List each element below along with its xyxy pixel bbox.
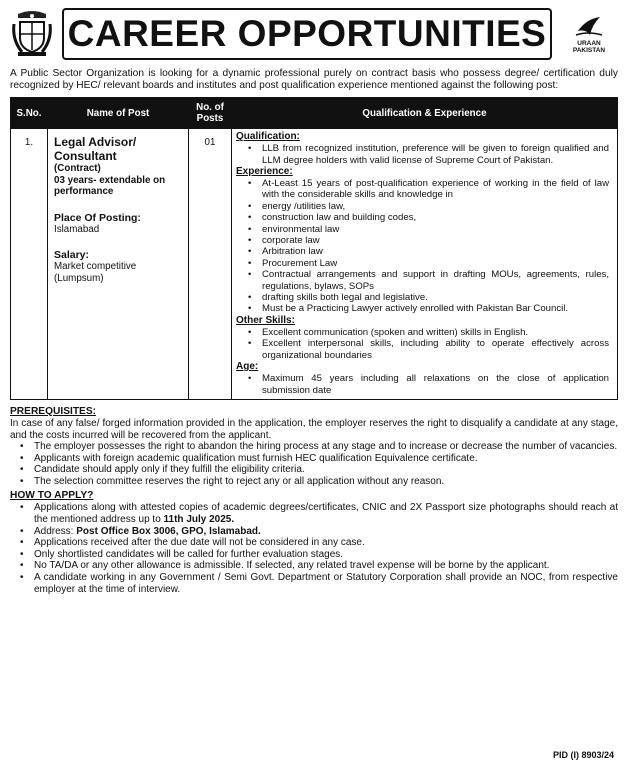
table-header-row — [11, 98, 618, 129]
age-list — [236, 373, 609, 396]
list-item: • energy /utilities law, — [262, 201, 609, 212]
list-item: • Applicants with foreign academic qualification must furnish HEC qualification Equivalence certificate. — [34, 453, 618, 465]
list-item: • Procurement Law — [262, 258, 609, 269]
prerequisites-heading: PREREQUISITES: — [10, 405, 97, 417]
address-label: Address: — [34, 525, 77, 537]
how-to-apply-heading: HOW TO APPLY? — [10, 490, 94, 502]
column-header-no-of-posts: No. of Posts — [189, 98, 232, 129]
list-item: • No TA/DA or any other allowance is admissible. If selected, any related travel expense will be borne by the applicant. — [34, 560, 618, 572]
posting-label: Place Of Posting: — [54, 211, 141, 224]
list-item: • Excellent communication (spoken and written) skills in English. — [262, 327, 609, 338]
list-item: • corporate law — [262, 235, 609, 246]
state-emblem-icon — [10, 10, 54, 58]
experience-list — [236, 178, 609, 315]
age-heading: Age: — [236, 361, 259, 373]
list-item: • Excellent interpersonal skills, including ability to operate effectively across organizational boundaries — [262, 338, 609, 361]
experience-heading: Experience: — [236, 166, 293, 177]
post-duration: 03 years- extendable on performance — [54, 174, 166, 198]
list-item: • environmental law — [262, 224, 609, 235]
list-item — [34, 526, 618, 538]
list-item: • drafting skills both legal and legislative. — [262, 292, 609, 303]
list-item: • Applications received after the due date will not be considered in any case. — [34, 537, 618, 549]
list-item: • Contractual arrangements and support in drafting MOUs, agreements, rules, regulations, bylaws, SOPs — [262, 269, 609, 292]
list-item: • At-Least 15 years of post-qualification experience of working in the field of law with the considerable skills and knowledge in — [262, 178, 609, 201]
list-item: • Maximum 45 years including all relaxations on the close of application submission date — [262, 373, 609, 396]
salary-value-line-1: Market competitive — [54, 261, 137, 273]
prerequisites-intro: In case of any false/ forged information provided in the application, the employer reserves the right to disqualify a candidate at any stage, and the costs incurred will be recovered from the applicant. — [10, 417, 618, 441]
post-title: Legal Advisor/ Consultant — [54, 135, 137, 164]
salary-value-line-2: (Lumpsum) — [54, 272, 104, 284]
posting-value: Islamabad — [54, 223, 100, 235]
column-header-post-name: Name of Post — [48, 98, 189, 129]
how-to-apply-list — [10, 502, 618, 595]
page-title: CAREER OPPORTUNITIES — [62, 8, 552, 60]
address-value: Post Office Box 3006, GPO, Islamabad. — [76, 525, 261, 537]
cell-sno: 1. — [11, 129, 48, 400]
post-contract: (Contract) — [54, 163, 101, 175]
posts-table — [10, 97, 618, 400]
list-item: • Arbitration law — [262, 246, 609, 257]
logo-text-uraan: URAAN — [577, 39, 601, 47]
column-header-qualification: Qualification & Experience — [232, 98, 618, 129]
list-item: • A candidate working in any Government / Semi Govt. Department or Statutory Corporation shall provide an NOC, from respective employer at the time of interview. — [34, 572, 618, 595]
column-header-sno: S.No. — [11, 98, 48, 129]
qualification-list — [236, 143, 609, 166]
qualification-heading: Qualification: — [236, 131, 300, 143]
list-item: • The employer possesses the right to abandon the hiring process at any stage and to increase or decrease the number of vacancies. — [34, 441, 618, 453]
list-item: • construction law and building codes, — [262, 212, 609, 223]
prerequisites-list — [10, 441, 618, 487]
uraan-pakistan-logo — [560, 15, 618, 54]
cell-qualification — [232, 129, 618, 400]
list-item — [34, 502, 618, 525]
deadline-date: 11th July 2025. — [163, 514, 235, 526]
uraan-bird-icon — [574, 15, 604, 39]
other-skills-list — [236, 327, 609, 361]
intro-paragraph: A Public Sector Organization is looking for a dynamic professional purely on contract basis who possess degree/ certification duly recognized by HEC/ relevant boards and institutes and post qualification experience mentioned against the following post: — [10, 68, 618, 91]
list-item: • The selection committee reserves the right to reject any or all application without any reason. — [34, 476, 618, 488]
logo-text-pakistan: PAKISTAN — [572, 46, 606, 54]
salary-label: Salary: — [54, 249, 90, 262]
other-skills-heading: Other Skills: — [236, 314, 295, 326]
pid-number: PID (I) 8903/24 — [552, 750, 614, 760]
cell-no-of-posts: 01 — [189, 129, 232, 400]
cell-post-name — [48, 129, 189, 400]
apply-instructions-text: Applications along with attested copies of academic degrees/certificates, CNIC and 2X Passport size photographs should reach at the mentioned address up to — [34, 502, 618, 526]
list-item: • LLB from recognized institution, preference will be given to foreign qualified and LLM degree holders with valid license of Supreme Court of Pakistan. — [262, 143, 609, 166]
list-item: • Only shortlisted candidates will be called for further evaluation stages. — [34, 549, 618, 561]
header — [10, 8, 618, 60]
list-item: • Must be a Practicing Lawyer actively enrolled with Pakistan Bar Council. — [262, 303, 609, 314]
table-row — [11, 129, 618, 400]
list-item: • Candidate should apply only if they fulfill the eligibility criteria. — [34, 464, 618, 476]
